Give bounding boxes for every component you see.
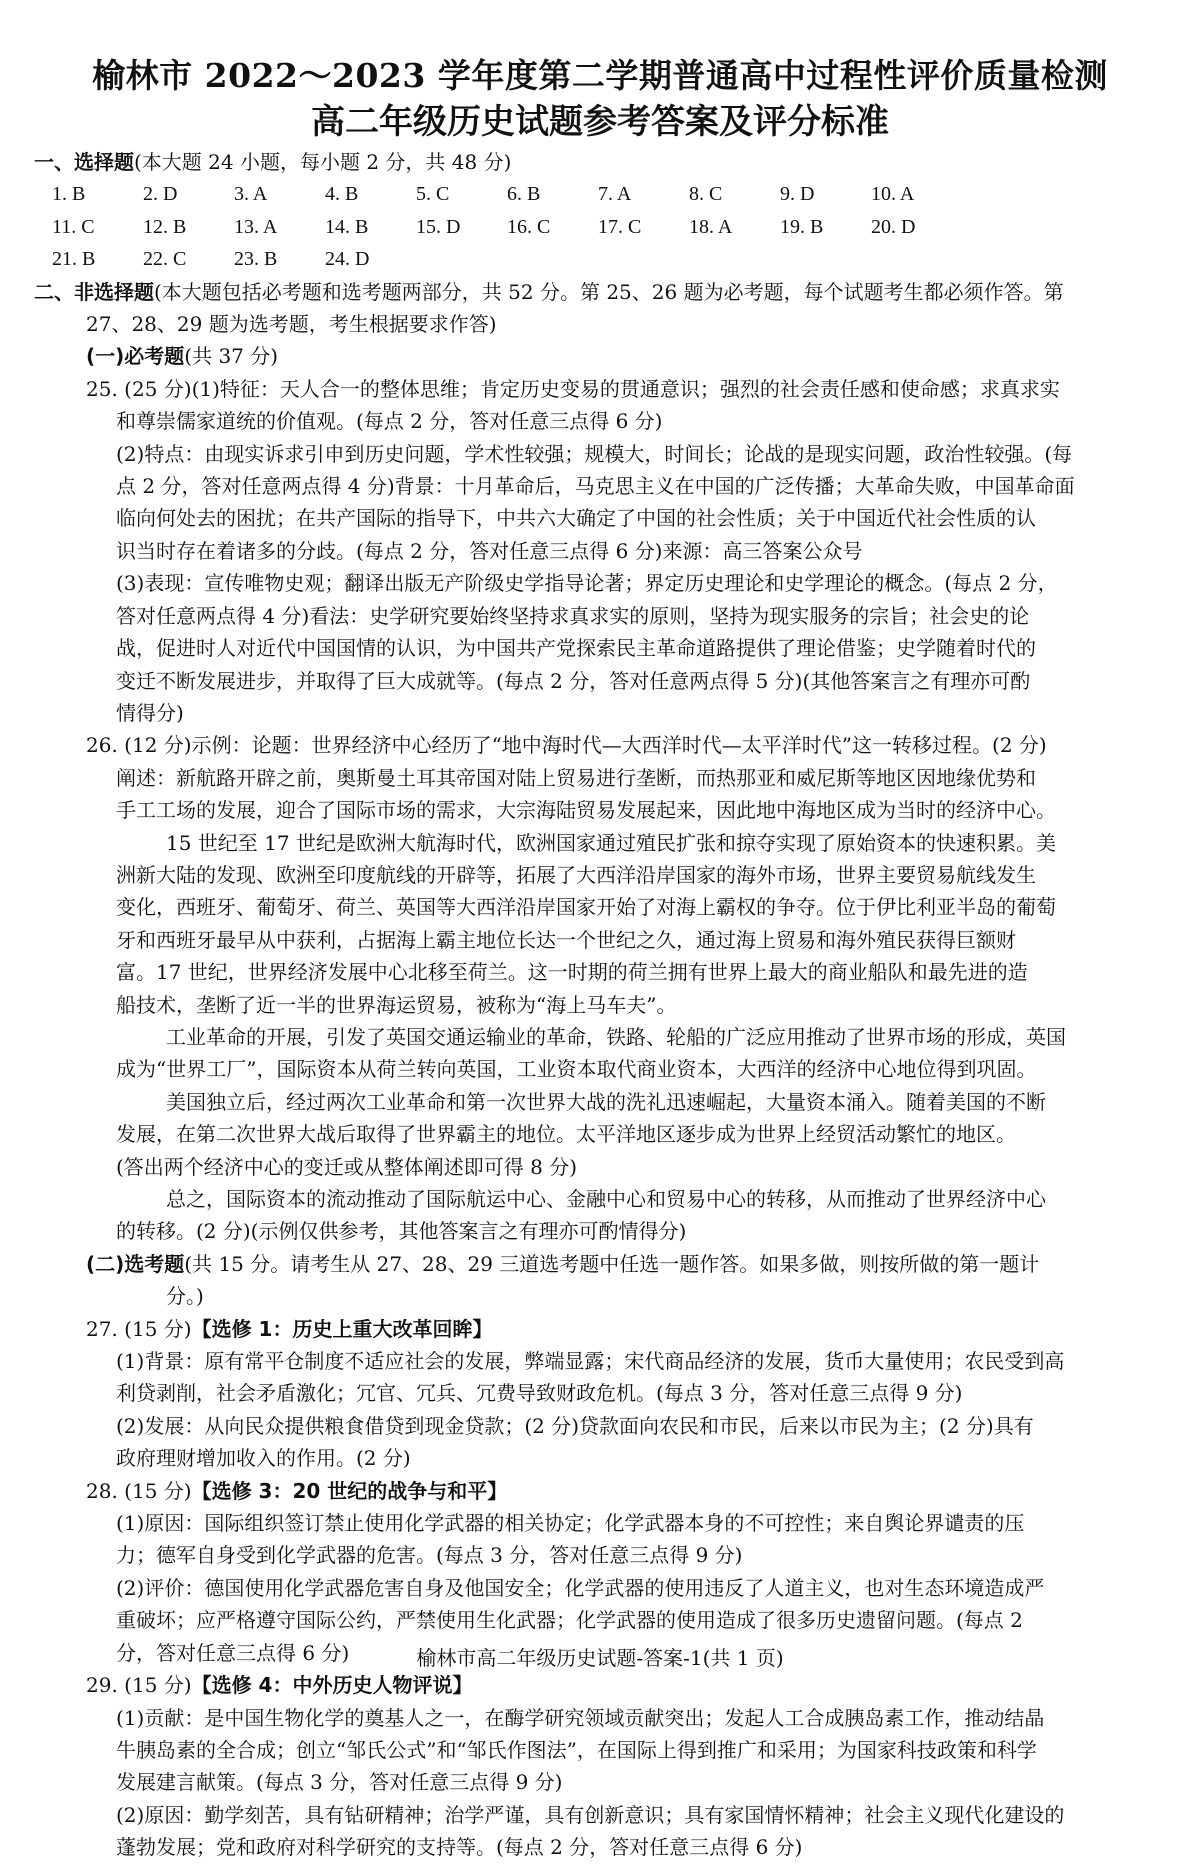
part-optional-header xyxy=(34,1248,1166,1280)
question-25 xyxy=(34,373,1166,729)
answer-line: 战，促进时人对近代中国国情的认识，为中国共产党探索民主革命道路提供了理论借鉴；史学随着时代的 xyxy=(116,636,1036,661)
part-required-header xyxy=(34,340,1166,372)
answer-line: 牛胰岛素的全合成；创立“邹氏公式”和“邹氏作图法”，在国际上得到推广和采用；为国家科技政策和科学 xyxy=(116,1737,1037,1762)
answer-line: 发展，在第二次世界大战后取得了世界霸主的地位。太平洋地区逐步成为世界上经贸活动繁忙的地区。 xyxy=(116,1122,1016,1147)
question-28-tag: 【选修 3：20 世纪的战争与和平】 xyxy=(191,1478,508,1503)
answer-line: 15 世纪至 17 世纪是欧洲大航海时代，欧洲国家通过殖民扩张和掠夺实现了原始资本的快速积累。美 xyxy=(166,830,1056,855)
answer-line: 分，答对任意三点得 6 分) xyxy=(116,1640,350,1665)
section-nonchoice-header xyxy=(34,276,1166,308)
answer-line: 发展建言献策。(每点 3 分，答对任意三点得 9 分) xyxy=(116,1770,563,1795)
answer-item: 19. B xyxy=(780,215,824,238)
answer-item: 22. C xyxy=(143,248,187,271)
answer-line: (2)特点：由现实诉求引申到历史问题，学术性较强；规模大，时间长；论战的是现实问题，政治性较强。(每 xyxy=(116,441,1073,466)
answer-line: (2)原因：勤学刻苦，具有钻研精神；治学严谨，具有创新意识；具有家国情怀精神；社会主义现代化建设的 xyxy=(116,1802,1065,1827)
answer-line: 蓬勃发展；党和政府对科学研究的支持等。(每点 2 分，答对任意三点得 6 分) xyxy=(116,1835,803,1860)
question-27-tag: 【选修 1：历史上重大改革回眸】 xyxy=(191,1316,493,1341)
question-29 xyxy=(34,1669,1166,1863)
answer-line: 工业革命的开展，引发了英国交通运输业的革命，铁路、轮船的广泛应用推动了世界市场的形成，英国 xyxy=(166,1024,1066,1049)
answer-item: 12. B xyxy=(143,215,187,238)
answer-item: 21. B xyxy=(52,248,96,271)
section-choice-heading: 一、选择题 xyxy=(34,150,134,174)
answer-line: (1)背景：原有常平仓制度不适应社会的发展，弊端显露；宋代商品经济的发展，货币大量使用；农民受到高 xyxy=(116,1349,1065,1374)
answer-item: 15. D xyxy=(416,215,461,238)
answer-item: 3. A xyxy=(234,183,268,206)
answer-line: 船技术，垄断了近一半的世界海运贸易，被称为“海上马车夫”。 xyxy=(116,992,677,1017)
answer-line: 牙和西班牙最早从中获利，占据海上霸主地位长达一个世纪之久，通过海上贸易和海外殖民获得巨额财 xyxy=(116,927,1016,952)
part-required-note: (共 37 分) xyxy=(184,344,279,369)
section-choice-note: (本大题 24 小题，每小题 2 分，共 48 分) xyxy=(134,150,512,174)
answer-item: 5. C xyxy=(416,183,450,206)
answer-line: 26. (12 分)示例：论题：世界经济中心经历了“地中海时代—大西洋时代—太平洋时代”这一转移过程。(2 分) xyxy=(86,733,1047,758)
question-27-head: 27. (15 分) xyxy=(86,1316,192,1341)
document-title: 榆林市 2022～2023 学年度第二学期普通高中过程性评价质量检测 xyxy=(92,56,1108,95)
part-required-heading: (一)必考题 xyxy=(86,344,185,369)
answer-item: 14. B xyxy=(325,215,369,238)
answer-line: 变化，西班牙、葡萄牙、荷兰、英国等大西洋沿岸国家开始了对海上霸权的争夺。位于伊比利亚半岛的葡萄 xyxy=(116,895,1056,920)
section-nonchoice-note-cont: 27、28、29 题为选考题，考生根据要求作答) xyxy=(86,312,497,337)
answer-sheet xyxy=(34,56,1166,1864)
answer-line: 点 2 分，答对任意两点得 4 分)背景：十月革命后，马克思主义在中国的广泛传播；大革命失败，中国革命面 xyxy=(116,474,1075,499)
answer-line: (2)发展：从向民众提供粮食借贷到现金贷款；(2 分)贷款面向农民和市民，后来以市民为主；(2 分)具有 xyxy=(116,1413,1034,1438)
document-subtitle: 高二年级历史试题参考答案及评分标准 xyxy=(311,102,889,142)
page-footer: 榆林市高二年级历史试题-答案-1(共 1 页) xyxy=(416,1646,784,1670)
answer-item: 16. C xyxy=(507,215,551,238)
question-28-header xyxy=(34,1475,1166,1507)
section-nonchoice-note: (本大题包括必考题和选考题两部分，共 52 分。第 25、26 题为必考题，每个试题考生都必须作答。第 xyxy=(154,279,1064,304)
answer-item: 20. D xyxy=(871,215,916,238)
answer-item: 24. D xyxy=(325,248,370,271)
answer-line: 洲新大陆的发现、欧洲至印度航线的开辟等，拓展了大西洋沿岸国家的海外市场，世界主要贸易航线发生 xyxy=(116,862,1036,887)
answer-line: 识当时存在着诸多的分歧。(每点 2 分，答对任意三点得 6 分)来源：高三答案公众号 xyxy=(116,538,863,563)
answer-line: 富。17 世纪，世界经济发展中心北移至荷兰。这一时期的荷兰拥有世界上最大的商业船队和最先进的造 xyxy=(116,960,1028,985)
answer-line: (1)贡献：是中国生物化学的奠基人之一，在酶学研究领域贡献突出；发起人工合成胰岛素工作，推动结晶 xyxy=(116,1705,1045,1730)
answer-line: 重破坏；应严格遵守国际公约，严禁使用生化武器；化学武器的使用造成了很多历史遗留问题。(每点 2 xyxy=(116,1608,1023,1633)
question-27 xyxy=(34,1313,1166,1475)
answer-line: 总之，国际资本的流动推动了国际航运中心、金融中心和贸易中心的转移，从而推动了世界经济中心 xyxy=(166,1187,1046,1211)
answer-line: 成为“世界工厂”，国际资本从荷兰转向英国，工业资本取代商业资本，大西洋的经济中心地位得到巩固。 xyxy=(116,1057,1037,1082)
section-nonchoice-heading: 二、非选择题 xyxy=(34,279,154,304)
question-29-tag: 【选修 4：中外历史人物评说】 xyxy=(191,1673,473,1698)
answer-item: 9. D xyxy=(780,183,815,206)
answer-line: 变迁不断发展进步，并取得了巨大成就等。(每点 2 分，答对任意两点得 5 分)(其他答案言之有理亦可酌 xyxy=(116,668,1031,693)
question-28-head: 28. (15 分) xyxy=(86,1478,192,1503)
answer-item: 11. C xyxy=(52,215,95,238)
answer-line: 和尊崇儒家道统的价值观。(每点 2 分，答对任意三点得 6 分) xyxy=(116,409,663,434)
answer-line: 利贷剥削，社会矛盾激化；冗官、冗兵、冗费导致财政危机。(每点 3 分，答对任意三点得 9 分) xyxy=(116,1381,963,1406)
question-28 xyxy=(34,1475,1166,1669)
section-choice xyxy=(34,146,1166,276)
answer-line: (2)评价：德国使用化学武器危害自身及他国安全；化学武器的使用违反了人道主义，也对生态环境造成严 xyxy=(116,1575,1045,1600)
answer-item: 18. A xyxy=(689,215,733,238)
answer-item: 6. B xyxy=(507,183,541,206)
section-choice-header xyxy=(34,146,1166,178)
answer-item: 8. C xyxy=(689,183,723,206)
answer-item: 1. B xyxy=(52,183,86,206)
answer-line: 25. (25 分)(1)特征：天人合一的整体思维；肯定历史变易的贯通意识；强烈的社会责任感和使命感；求真求实 xyxy=(86,376,1060,401)
answer-item: 2. D xyxy=(143,183,178,206)
answer-line: 美国独立后，经过两次工业革命和第一次世界大战的洗礼迅速崛起，大量资本涌入。随着美国的不断 xyxy=(166,1089,1046,1114)
answer-item: 4. B xyxy=(325,183,359,206)
section-nonchoice xyxy=(34,276,1166,1864)
part-optional-heading: (二)选考题 xyxy=(86,1251,185,1276)
answer-line: (3)表现：宣传唯物史观；翻译出版无产阶级史学指导论著；界定历史理论和史学理论的概念。(每点 2 分， xyxy=(116,571,1058,596)
part-optional-note: (共 15 分。请考生从 27、28、29 三道选考题中任选一题作答。如果多做，则按所做的第一题计 xyxy=(184,1251,1040,1276)
answer-line: 情得分) xyxy=(116,700,184,725)
answer-line: 力；德军自身受到化学武器的危害。(每点 3 分，答对任意三点得 9 分) xyxy=(116,1543,743,1568)
answer-line: 答对任意两点得 4 分)看法：史学研究要始终坚持求真求实的原则，坚持为现实服务的宗旨；社会史的论 xyxy=(116,603,1030,628)
answer-row xyxy=(34,211,1166,243)
answer-line: 政府理财增加收入的作用。(2 分) xyxy=(116,1446,411,1471)
answer-item: 23. B xyxy=(234,248,278,271)
question-26 xyxy=(34,729,1166,1248)
question-27-header xyxy=(34,1313,1166,1345)
answer-line: 的转移。(2 分)(示例仅供参考，其他答案言之有理亦可酌情得分) xyxy=(116,1219,687,1244)
answer-line: 临向何处去的困扰；在共产国际的指导下，中共六大确定了中国的社会性质；关于中国近代社会性质的认 xyxy=(116,506,1036,531)
answer-line: (1)原因：国际组织签订禁止使用化学武器的相关协定；化学武器本身的不可控性；来自舆论界谴责的压 xyxy=(116,1511,1025,1536)
answer-item: 7. A xyxy=(598,183,632,206)
answer-item: 13. A xyxy=(234,215,278,238)
answer-item: 10. A xyxy=(871,183,915,206)
answer-line: (答出两个经济中心的变迁或从整体阐述即可得 8 分) xyxy=(116,1154,578,1179)
question-29-head: 29. (15 分) xyxy=(86,1673,192,1698)
answer-row xyxy=(34,178,1166,210)
answer-item: 17. C xyxy=(598,215,642,238)
answer-line: 阐述：新航路开辟之前，奥斯曼土耳其帝国对陆上贸易进行垄断，而热那亚和威尼斯等地区因地缘优势和 xyxy=(116,765,1036,790)
answer-line: 手工工场的发展，迎合了国际市场的需求，大宗海陆贸易发展起来，因此地中海地区成为当时的经济中心。 xyxy=(116,798,1056,823)
part-optional-note-cont: 分。) xyxy=(166,1284,204,1309)
answer-row xyxy=(34,243,1166,275)
